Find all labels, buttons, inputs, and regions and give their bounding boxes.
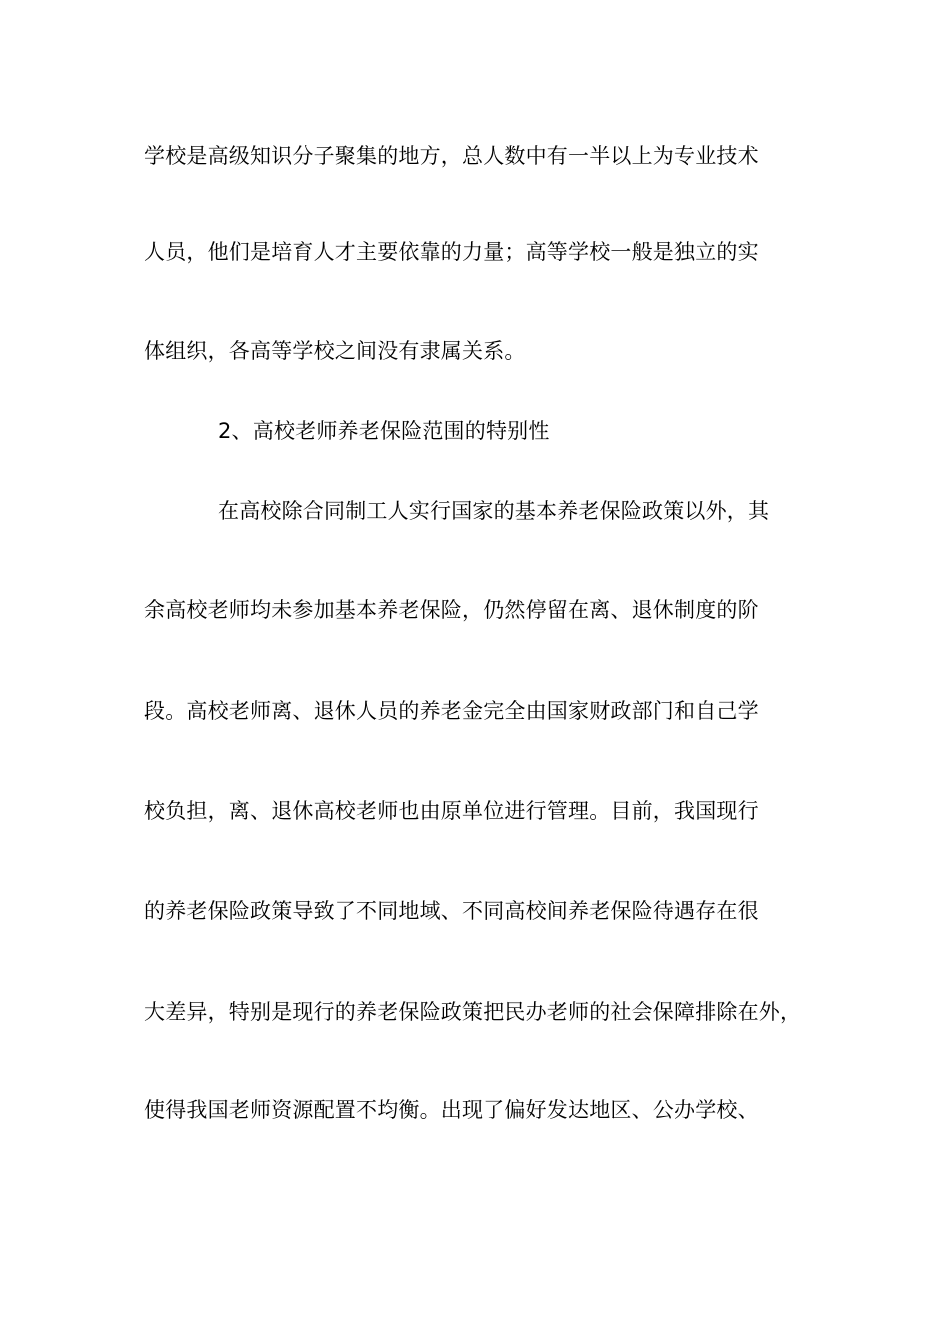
paragraph-line: 的养老保险政策导致了不同地域、不同高校间养老保险待遇存在很 (144, 899, 759, 923)
paragraph-line: 在高校除合同制工人实行国家的基本养老保险政策以外，其 (218, 499, 770, 523)
paragraph-line: 使得我国老师资源配置不均衡。出现了偏好发达地区、公办学校、 (144, 1098, 759, 1122)
section-heading: 2、高校老师养老保险范围的特别性 (218, 419, 550, 443)
paragraph-line: 段。高校老师离、退休人员的养老金完全由国家财政部门和自己学 (144, 699, 759, 723)
paragraph-line: 学校是高级知识分子聚集的地方，总人数中有一半以上为专业技术 (144, 144, 759, 168)
paragraph-line: 校负担，离、退休高校老师也由原单位进行管理。目前，我国现行 (144, 799, 759, 823)
paragraph-line: 余高校老师均未参加基本养老保险，仍然停留在离、退休制度的阶 (144, 598, 759, 622)
paragraph-line: 大差异，特别是现行的养老保险政策把民办老师的社会保障排除在外， (144, 1000, 802, 1024)
paragraph-line: 人员，他们是培育人才主要依靠的力量；高等学校一般是独立的实 (144, 240, 759, 264)
paragraph-line: 体组织，各高等学校之间没有隶属关系。 (144, 339, 526, 363)
